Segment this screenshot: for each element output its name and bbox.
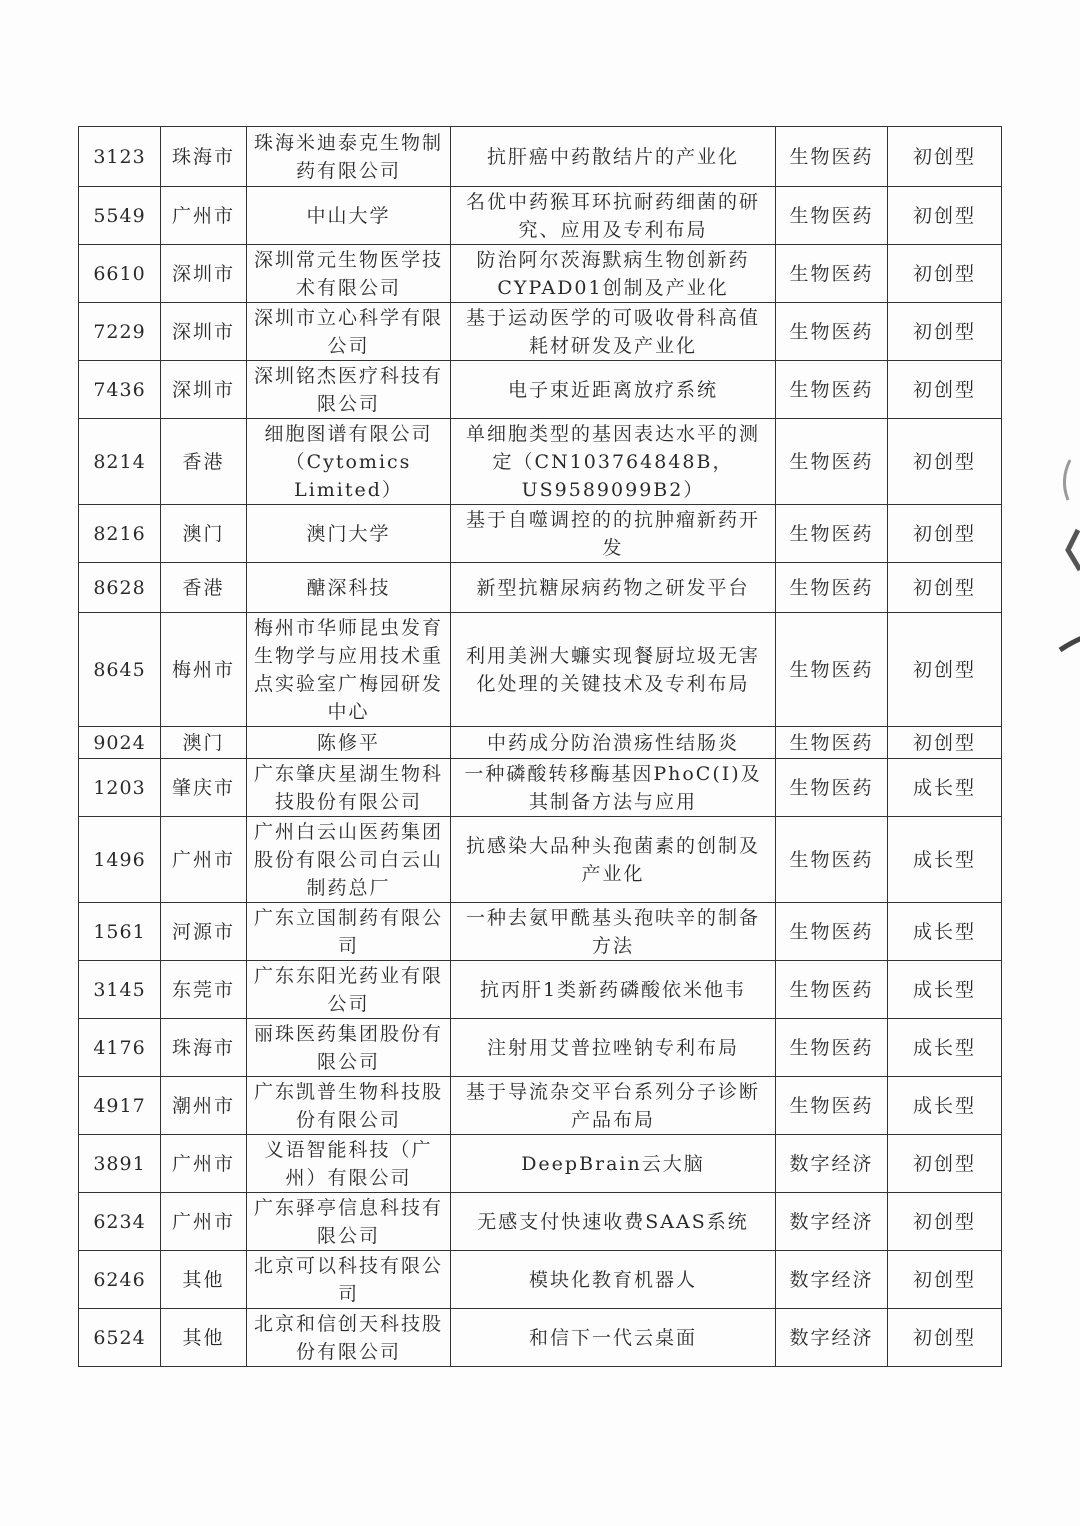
cell-type: 初创型 [888,127,1002,187]
cell-id: 7436 [79,361,161,419]
cell-type: 初创型 [888,419,1002,505]
cell-project: 电子束近距离放疗系统 [451,361,776,419]
cell-type: 成长型 [888,961,1002,1019]
cell-org: 中山大学 [247,187,451,245]
cell-type: 初创型 [888,1309,1002,1367]
cell-type: 成长型 [888,1077,1002,1135]
table-row [79,759,1002,817]
cell-project: 抗肝癌中药散结片的产业化 [451,127,776,187]
cell-project: 基于导流杂交平台系列分子诊断产品布局 [451,1077,776,1135]
cell-city: 潮州市 [161,1077,247,1135]
cell-type: 成长型 [888,817,1002,903]
cell-type: 初创型 [888,505,1002,563]
cell-field: 生物医药 [776,903,888,961]
cell-city: 澳门 [161,727,247,759]
cell-type: 成长型 [888,903,1002,961]
cell-id: 1496 [79,817,161,903]
cell-id: 6524 [79,1309,161,1367]
cell-field: 生物医药 [776,303,888,361]
cell-type: 初创型 [888,187,1002,245]
cell-field: 数字经济 [776,1135,888,1193]
cell-project: 注射用艾普拉唑钠专利布局 [451,1019,776,1077]
cell-field: 数字经济 [776,1193,888,1251]
table-row [79,727,1002,759]
table-row [79,127,1002,187]
cell-type: 初创型 [888,361,1002,419]
cell-city: 梅州市 [161,613,247,727]
cell-project: 中药成分防治溃疡性结肠炎 [451,727,776,759]
table-row [79,903,1002,961]
cell-field: 数字经济 [776,1309,888,1367]
cell-project: 一种去氨甲酰基头孢呋辛的制备方法 [451,903,776,961]
cell-field: 生物医药 [776,613,888,727]
cell-city: 深圳市 [161,303,247,361]
cell-org: 广东立国制药有限公司 [247,903,451,961]
project-table [78,126,1002,1367]
table-row [79,505,1002,563]
cell-field: 生物医药 [776,187,888,245]
cell-project: 单细胞类型的基因表达水平的测定（CN103764848B，US9589099B2） [451,419,776,505]
cell-city: 珠海市 [161,127,247,187]
cell-id: 6246 [79,1251,161,1309]
cell-id: 8216 [79,505,161,563]
cell-field: 生物医药 [776,127,888,187]
cell-city: 其他 [161,1309,247,1367]
cell-type: 初创型 [888,1135,1002,1193]
cell-org: 醣深科技 [247,563,451,613]
cell-project: 抗感染大品种头孢菌素的创制及产业化 [451,817,776,903]
cell-type: 初创型 [888,245,1002,303]
cell-field: 生物医药 [776,245,888,303]
cell-type: 初创型 [888,727,1002,759]
cell-org: 深圳常元生物医学技术有限公司 [247,245,451,303]
cell-type: 初创型 [888,1251,1002,1309]
cell-id: 8214 [79,419,161,505]
table-row [79,187,1002,245]
cell-field: 生物医药 [776,361,888,419]
table-row [79,1251,1002,1309]
cell-city: 肇庆市 [161,759,247,817]
cell-org: 珠海米迪泰克生物制药有限公司 [247,127,451,187]
cell-city: 广州市 [161,1135,247,1193]
cell-id: 4176 [79,1019,161,1077]
cell-project: 模块化教育机器人 [451,1251,776,1309]
cell-id: 6610 [79,245,161,303]
cell-field: 生物医药 [776,505,888,563]
table-row [79,1135,1002,1193]
cell-city: 广州市 [161,817,247,903]
cell-city: 河源市 [161,903,247,961]
cell-city: 珠海市 [161,1019,247,1077]
cell-type: 初创型 [888,303,1002,361]
cell-org: 广东东阳光药业有限公司 [247,961,451,1019]
cell-type: 初创型 [888,1193,1002,1251]
cell-field: 生物医药 [776,419,888,505]
cell-field: 数字经济 [776,1251,888,1309]
cell-id: 5549 [79,187,161,245]
cell-org: 梅州市华师昆虫发育生物学与应用技术重点实验室广梅园研发中心 [247,613,451,727]
cell-org: 北京和信创天科技股份有限公司 [247,1309,451,1367]
cell-field: 生物医药 [776,1019,888,1077]
cell-id: 3123 [79,127,161,187]
cell-project: 防治阿尔茨海默病生物创新药CYPAD01创制及产业化 [451,245,776,303]
cell-id: 3891 [79,1135,161,1193]
cell-org: 广东驿亭信息科技有限公司 [247,1193,451,1251]
cell-project: 名优中药猴耳环抗耐药细菌的研究、应用及专利布局 [451,187,776,245]
cell-org: 细胞图谱有限公司（Cytomics Limited） [247,419,451,505]
table-row [79,563,1002,613]
cell-city: 深圳市 [161,245,247,303]
table-row [79,1193,1002,1251]
cell-org: 广东凯普生物科技股份有限公司 [247,1077,451,1135]
cell-city: 其他 [161,1251,247,1309]
cell-city: 澳门 [161,505,247,563]
cell-id: 6234 [79,1193,161,1251]
cell-field: 生物医药 [776,759,888,817]
table-row [79,419,1002,505]
table-row [79,961,1002,1019]
cell-id: 4917 [79,1077,161,1135]
cell-project: 一种磷酸转移酶基因PhoC(I)及其制备方法与应用 [451,759,776,817]
cell-project: 无感支付快速收费SAAS系统 [451,1193,776,1251]
table-row [79,613,1002,727]
cell-org: 义语智能科技（广州）有限公司 [247,1135,451,1193]
cell-city: 东莞市 [161,961,247,1019]
table-row [79,817,1002,903]
cell-project: 利用美洲大蠊实现餐厨垃圾无害化处理的关键技术及专利布局 [451,613,776,727]
stamp-fragment [1030,450,1080,670]
table-row [79,1309,1002,1367]
cell-id: 1203 [79,759,161,817]
cell-project: DeepBrain云大脑 [451,1135,776,1193]
cell-project: 和信下一代云桌面 [451,1309,776,1367]
cell-type: 成长型 [888,1019,1002,1077]
cell-org: 北京可以科技有限公司 [247,1251,451,1309]
table-row [79,361,1002,419]
table-row [79,1019,1002,1077]
table-row [79,303,1002,361]
table-row [79,1077,1002,1135]
cell-field: 生物医药 [776,563,888,613]
cell-city: 香港 [161,419,247,505]
cell-project: 基于自噬调控的的抗肿瘤新药开发 [451,505,776,563]
cell-id: 1561 [79,903,161,961]
cell-project: 基于运动医学的可吸收骨科高值耗材研发及产业化 [451,303,776,361]
cell-id: 9024 [79,727,161,759]
cell-id: 3145 [79,961,161,1019]
cell-org: 广州白云山医药集团股份有限公司白云山制药总厂 [247,817,451,903]
cell-org: 陈修平 [247,727,451,759]
cell-field: 生物医药 [776,727,888,759]
cell-type: 初创型 [888,613,1002,727]
table-row [79,245,1002,303]
cell-org: 澳门大学 [247,505,451,563]
cell-org: 丽珠医药集团股份有限公司 [247,1019,451,1077]
cell-type: 初创型 [888,563,1002,613]
cell-project: 新型抗糖尿病药物之研发平台 [451,563,776,613]
cell-org: 广东肇庆星湖生物科技股份有限公司 [247,759,451,817]
cell-field: 生物医药 [776,1077,888,1135]
cell-org: 深圳市立心科学有限公司 [247,303,451,361]
cell-org: 深圳铭杰医疗科技有限公司 [247,361,451,419]
cell-type: 成长型 [888,759,1002,817]
cell-city: 香港 [161,563,247,613]
cell-id: 8628 [79,563,161,613]
cell-field: 生物医药 [776,817,888,903]
cell-city: 广州市 [161,187,247,245]
cell-id: 8645 [79,613,161,727]
cell-city: 深圳市 [161,361,247,419]
cell-project: 抗丙肝1类新药磷酸依米他韦 [451,961,776,1019]
cell-field: 生物医药 [776,961,888,1019]
cell-id: 7229 [79,303,161,361]
cell-city: 广州市 [161,1193,247,1251]
